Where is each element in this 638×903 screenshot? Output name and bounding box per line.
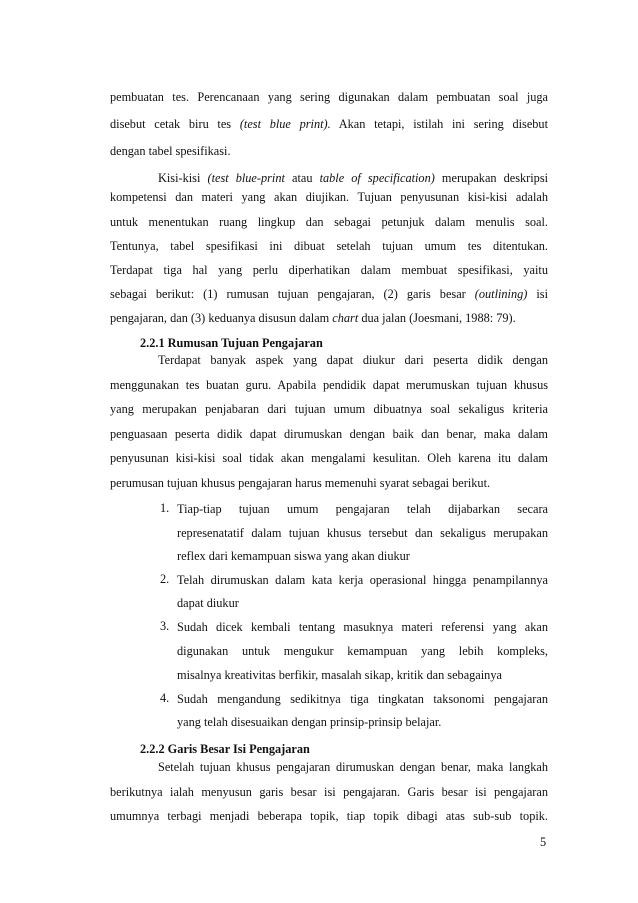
- list-item-line: Tiap-tiap tujuan umum pengajaran telah dijabarkan secara: [177, 502, 548, 516]
- list-item-line: Sudah mengandung sedikitnya tiga tingkatan taksonomi pengajaran: [177, 692, 548, 706]
- list-item-line: reflex dari kemampuan siswa yang akan diukur: [177, 549, 410, 563]
- paragraph-line: menggunakan tes buatan guru. Apabila pendidik dapat merumuskan tujuan khusus: [110, 378, 548, 392]
- paragraph-line: disebut cetak biru tes (test blue print). Akan tetapi, istilah ini sering disebut: [110, 117, 548, 131]
- paragraph-line: dengan tabel spesifikasi.: [110, 144, 231, 158]
- list-item-line: yang telah disesuaikan dengan prinsip-prinsip belajar.: [177, 715, 442, 729]
- paragraph-line: penguasaan peserta didik dapat dirumuskan dengan baik dan benar, maka dalam: [110, 427, 548, 441]
- paragraph-line: sebagai berikut: (1) rumusan tujuan pengajaran, (2) garis besar (outlining) isi: [110, 287, 549, 301]
- list-number: 2.: [160, 572, 170, 586]
- paragraph-line: Terdapat tiga hal yang perlu diperhatikan dalam membuat spesifikasi, yaitu: [110, 263, 548, 277]
- section-heading: 2.2.1 Rumusan Tujuan Pengajaran: [140, 336, 323, 350]
- page-number: 5: [540, 835, 547, 849]
- list-item-line: represenatatif dalam tujuan khusus tersebut dan sekaligus merupakan: [177, 526, 548, 540]
- list-number: 3.: [160, 619, 170, 633]
- list-item-line: Sudah dicek kembali tentang masuknya materi referensi yang akan: [177, 620, 548, 634]
- list-item-line: Telah dirumuskan dalam kata kerja operasional hingga penampilannya: [177, 573, 548, 587]
- paragraph-line: Setelah tujuan khusus pengajaran dirumuskan dengan benar, maka langkah: [158, 760, 548, 774]
- paragraph-line: penyusunan kisi-kisi soal tidak akan mengalami kesulitan. Oleh karena itu dalam: [110, 451, 548, 465]
- paragraph-line: berikutnya ialah menyusun garis besar isi pengajaran. Garis besar isi pengajaran: [110, 785, 548, 799]
- list-number: 1.: [160, 501, 170, 515]
- paragraph-line: umumnya terbagi menjadi beberapa topik, tiap topik dibagi atas sub-sub topik.: [110, 809, 548, 823]
- paragraph-line: kompetensi dan materi yang akan diujikan. Tujuan penyusunan kisi-kisi adalah: [110, 190, 548, 204]
- paragraph-line: Tentunya, tabel spesifikasi ini dibuat setelah tujuan umum tes ditentukan.: [110, 239, 548, 253]
- paragraph-line: pengajaran, dan (3) keduanya disusun dalam chart dua jalan (Joesmani, 1988: 79).: [110, 311, 516, 325]
- paragraph-line: yang merupakan penjabaran dari tujuan umum dibuatnya soal sekaligus kriteria: [110, 402, 548, 416]
- paragraph-line: Kisi-kisi (test blue-print atau table of specification) merupakan deskripsi: [158, 171, 549, 185]
- list-item-line: misalnya kreativitas berfikir, masalah sikap, kritik dan sebagainya: [177, 668, 502, 682]
- paragraph-line: perumusan tujuan khusus pengajaran harus memenuhi syarat sebagai berikut.: [110, 476, 491, 490]
- list-number: 4.: [160, 691, 170, 705]
- list-item-line: digunakan untuk mengukur kemampuan yang lebih kompleks,: [177, 644, 548, 658]
- section-heading: 2.2.2 Garis Besar Isi Pengajaran: [140, 742, 310, 756]
- paragraph-line: Terdapat banyak aspek yang dapat diukur dari peserta didik dengan: [158, 353, 548, 367]
- paragraph-line: pembuatan tes. Perencanaan yang sering digunakan dalam pembuatan soal juga: [110, 90, 548, 104]
- paragraph-line: untuk menentukan ruang lingkup dan sebagai petunjuk dalam menulis soal.: [110, 215, 548, 229]
- list-item-line: dapat diukur: [177, 596, 239, 610]
